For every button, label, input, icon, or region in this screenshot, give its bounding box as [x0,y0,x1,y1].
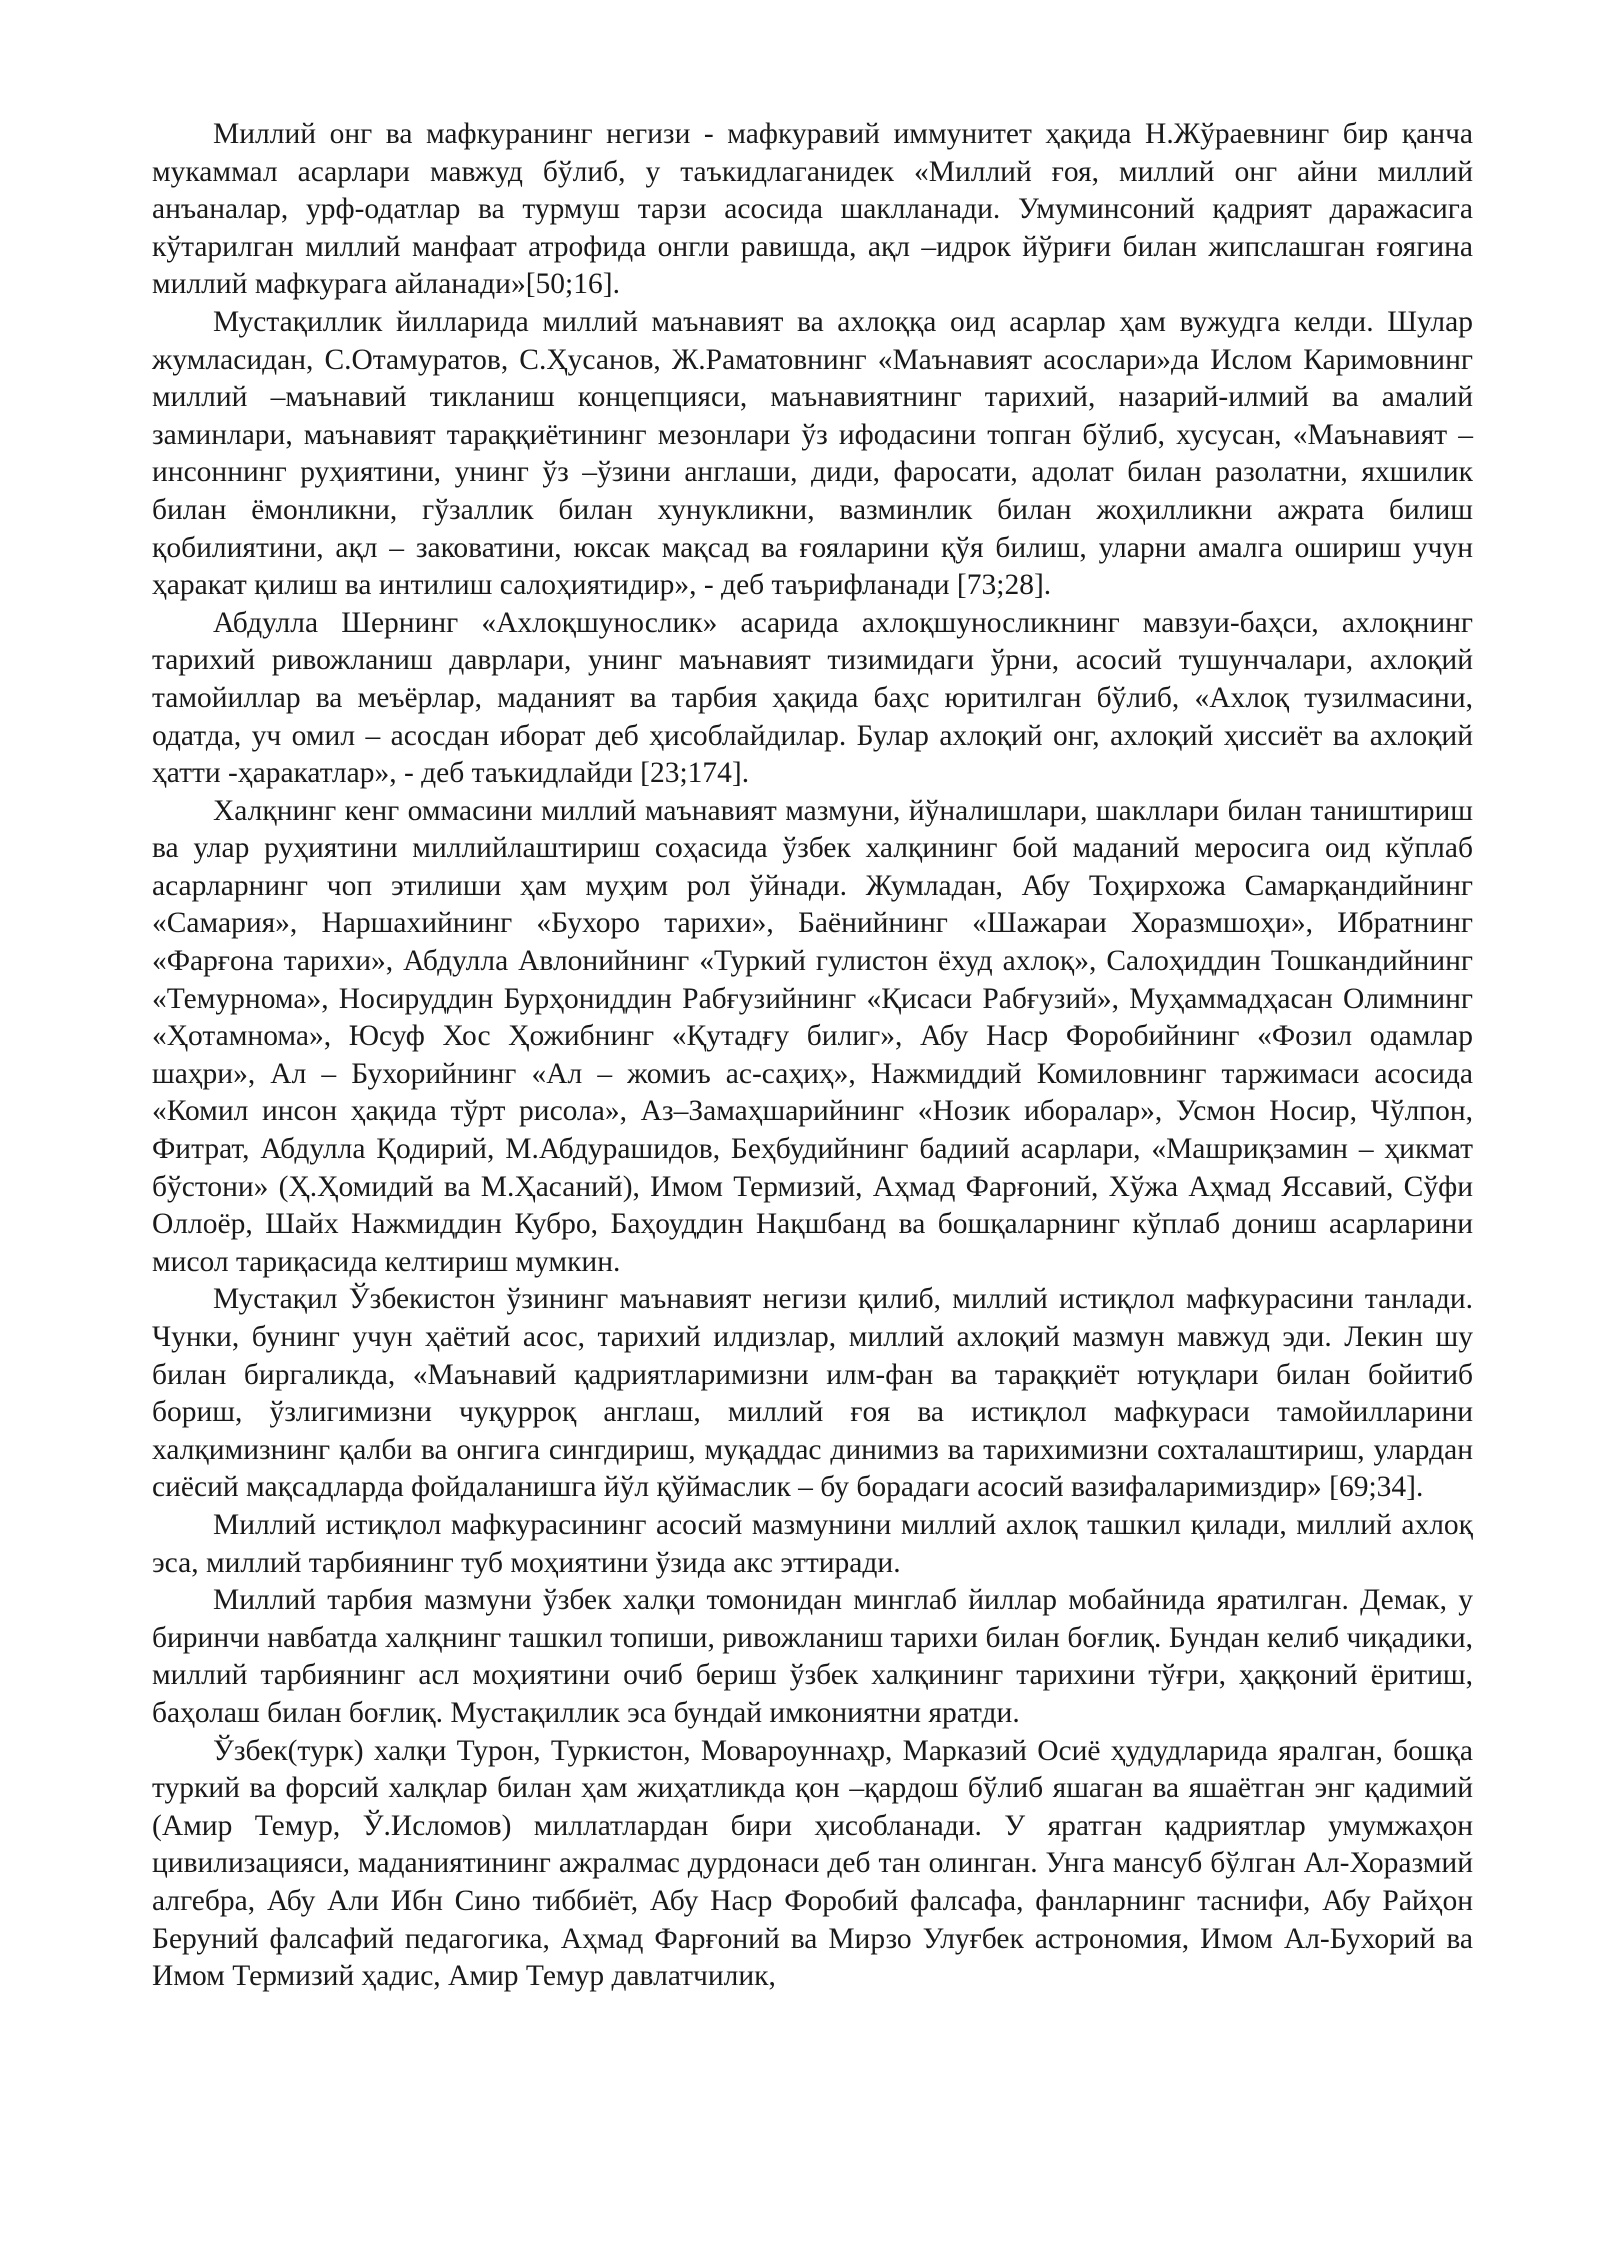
paragraph-7: Миллий тарбия мазмуни ўзбек халқи томонидан минглаб йиллар мобайнида яратилган. Демак, у биринчи навбатда халқнинг ташкил топиши, ривожланиш тарихи билан боғлиқ. Бундан келиб чиқадики, миллий тарбиянинг асл моҳиятини очиб бериш ўзбек халқининг тарихини тўғри, ҳаққоний ёритиш, баҳолаш билан боғлиқ. Мустақиллик эса бундай имкониятни яратди. [152,1584,1473,1729]
document-page [152,116,1473,1996]
paragraph-5: Мустақил Ўзбекистон ўзининг маънавият негизи қилиб, миллий истиқлол мафкурасини танлади. Чунки, бунинг учун ҳаётий асос, тарихий илдизлар, миллий ахлоқий мазмун мавжуд эди. Лекин шу билан биргаликда, «Маънавий қадриятларимизни илм-фан ва тараққиёт ютуқлари билан бойитиб бориш, ўзлигимизни чуқурроқ англаш, миллий ғоя ва истиқлол мафкураси тамойилларини халқимизнинг қалби ва онгига сингдириш, муқаддас динимиз ва тарихимизни сохталаштириш, улардан сиёсий мақсадларда фойдаланишга йўл қўймаслик – бу борадаги асосий вазифаларимиздир» [69;34]. [152,1283,1473,1504]
paragraph-4: Халқнинг кенг оммасини миллий маънавият мазмуни, йўналишлари, шакллари билан таништириш ва улар руҳиятини миллийлаштириш соҳасида ўзбек халқининг бой маданий меросига оид кўплаб асарларнинг чоп этилиши ҳам муҳим рол ўйнади. Жумладан, Абу Тоҳирхожа Самарқандийнинг «Самария», Наршахийнинг «Бухоро тарихи», Баёнийнинг «Шажараи Хоразмшоҳи», Ибратнинг «Фарғона тарихи», Абдулла Авлонийнинг «Туркий гулистон ёхуд ахлоқ», Салоҳиддин Тошкандийнинг «Темурнома», Носируддин Бурҳониддин Рабғузийнинг «Қисаси Рабғузий», Муҳаммадҳасан Олимнинг «Ҳотамнома», Юсуф Хос Ҳожибнинг «Қутадғу билиг», Абу Наср Форобийнинг «Фозил одамлар шаҳри», Ал – Бухорийнинг «Ал – жомиъ ас-саҳиҳ», Нажмиддий Комиловнинг таржимаси асосида «Комил инсон ҳақида тўрт рисола», Аз–Замаҳшарийнинг «Нозик иборалар», Усмон Носир, Чўлпон, Фитрат, Абдулла Қодирий, М.Абдурашидов, Беҳбудийнинг бадиий асарлари, «Машриқзамин – ҳикмат бўстони» (Ҳ.Ҳомидий ва М.Ҳасаний), Имом Термизий, Аҳмад Фарғоний, Хўжа Аҳмад Яссавий, Сўфи Оллоёр, Шайх Нажмиддин Кубро, Баҳоуддин Нақшбанд ва бошқаларнинг кўплаб дониш асарларини мисол тариқасида келтириш мумкин. [152,794,1473,1278]
paragraph-6: Миллий истиқлол мафкурасининг асосий мазмунини миллий ахлоқ ташкил қилади, миллий ахлоқ эса, миллий тарбиянинг туб моҳиятини ўзида акс эттиради. [152,1508,1473,1579]
paragraph-8: Ўзбек(турк) халқи Турон, Туркистон, Мовароуннаҳр, Марказий Осиё ҳудудларида яралган, бошқа туркий ва форсий халқлар билан ҳам жиҳатликда қон –қардош бўлиб яшаган ва яшаётган энг қадимий (Амир Темур, Ў.Исломов) миллатлардан бири ҳисобланади. У яратган қадриятлар умумжаҳон цивилизацияси, маданиятининг ажралмас дурдонаси деб тан олинган. Унга мансуб бўлган Ал-Хоразмий алгебра, Абу Али Ибн Сино тиббиёт, Абу Наср Форобий фалсафа, фанларнинг таснифи, Абу Райҳон Беруний фалсафий педагогика, Аҳмад Фарғоний ва Мирзо Улуғбек астрономия, Имом Ал-Бухорий ва Имом Термизий ҳадис, Амир Темур давлатчилик, [152,1734,1473,1993]
paragraph-2: Мустақиллик йилларида миллий маънавият ва ахлоққа оид асарлар ҳам вужудга келди. Шулар жумласидан, С.Отамуратов, С.Ҳусанов, Ж.Раматовнинг «Маънавият асослари»да Ислом Каримовнинг миллий –маънавий тикланиш концепцияси, маънавиятнинг тарихий, назарий-илмий ва амалий заминлари, маънавият тараққиётининг мезонлари ўз ифодасини топган бўлиб, хусусан, «Маънавият – инсоннинг руҳиятини, унинг ўз –ўзини англаши, диди, фаросати, адолат билан разолатни, яхшилик билан ёмонликни, гўзаллик билан хунукликни, вазминлик билан жоҳилликни ажрата билиш қобилиятини, ақл – заковатини, юксак мақсад ва ғояларини қўя билиш, уларни амалга ошириш учун ҳаракат қилиш ва интилиш салоҳиятидир», - деб таърифланади [73;28]. [152,305,1473,602]
paragraph-1: Миллий онг ва мафкуранинг негизи - мафкуравий иммунитет ҳақида Н.Жўраевнинг бир қанча мукаммал асарлари мавжуд бўлиб, у таъкидлаганидек «Миллий ғоя, миллий онг айни миллий анъаналар, урф-одатлар ва турмуш тарзи асосида шаклланади. Умуминсоний қадрият даражасига кўтарилган миллий манфаат атрофида онгли равишда, ақл –идрок йўриғи билан жипслашган ғоягина миллий мафкурага айланади»[50;16]. [152,118,1473,301]
paragraph-3: Абдулла Шернинг «Ахлоқшунослик» асарида ахлоқшуносликнинг мавзуи-баҳси, ахлоқнинг тарихий ривожланиш даврлари, унинг маънавият тизимидаги ўрни, асосий тушунчалари, ахлоқий тамойиллар ва меъёрлар, маданият ва тарбия ҳақида баҳс юритилган бўлиб, «Ахлоқ тузилмасини, одатда, уч омил – асосдан иборат деб ҳисоблайдилар. Булар ахлоқий онг, ахлоқий ҳиссиёт ва ахлоқий ҳатти -ҳаракатлар», - деб таъкидлайди [23;174]. [152,606,1473,790]
